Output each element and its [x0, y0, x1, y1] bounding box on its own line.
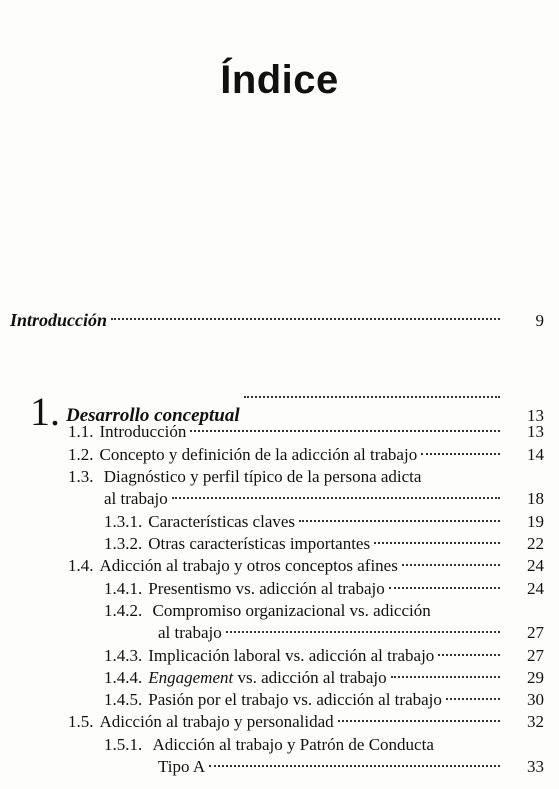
toc-entry-number: 1.4.1. — [104, 579, 143, 598]
dot-leader — [421, 452, 500, 455]
toc-page-number: 18 — [527, 489, 544, 508]
dot-leader — [374, 541, 500, 544]
toc-entry[interactable] — [104, 668, 544, 690]
toc-entry-number: 1.3. — [68, 467, 94, 486]
chapter-number: 1. — [30, 389, 60, 434]
toc-entry-label: Desarrollo conceptual — [66, 405, 240, 426]
dot-leader — [446, 697, 500, 700]
toc-entry-label-continuation: Tipo A — [158, 757, 206, 776]
toc-entry-label: Pasión por el trabajo vs. adicción al trabajo — [148, 690, 442, 709]
toc-page-number: 24 — [527, 579, 544, 598]
toc-entry-label — [142, 668, 386, 688]
toc-entry[interactable] — [104, 690, 544, 712]
toc-entry-label-first-line — [104, 601, 431, 623]
toc-entry-number: 1.4.2. — [104, 601, 143, 620]
toc-entry-label: Otras características importantes — [148, 534, 371, 553]
toc-page-number: 22 — [527, 534, 544, 553]
toc-entry[interactable] — [68, 422, 544, 444]
toc-entry[interactable] — [68, 445, 544, 467]
toc-entry-label: Adicción al trabajo y otros conceptos afines — [99, 556, 398, 575]
toc-entry[interactable] — [158, 623, 544, 645]
toc-entry[interactable] — [158, 757, 544, 779]
toc-page-number: 29 — [527, 668, 544, 687]
dot-leader — [402, 563, 500, 566]
toc-entry-label: Introducción — [99, 422, 187, 441]
toc-entry[interactable] — [104, 512, 544, 534]
dot-leader — [226, 630, 500, 633]
toc-entry-label: Diagnóstico y perfil típico de la persona adicta — [103, 467, 422, 486]
toc-entry[interactable] — [104, 534, 544, 556]
dot-leader — [172, 496, 500, 499]
toc-entry[interactable] — [68, 556, 544, 578]
toc-entry-intro[interactable] — [10, 310, 544, 332]
toc-entry-number: 1.4.5. — [104, 690, 143, 709]
toc-entry-number: 1.4. — [68, 556, 94, 575]
toc-entry-label-italic: Engagement — [148, 668, 234, 687]
toc-entry-number: 1.1. — [68, 422, 94, 441]
toc-page-number: 24 — [527, 556, 544, 575]
toc-entry-number: 1.3.2. — [104, 534, 143, 553]
toc-page-number: 19 — [527, 512, 544, 531]
toc-page-number: 27 — [527, 646, 544, 665]
toc-entry-label: Adicción al trabajo y Patrón de Conducta — [152, 735, 434, 754]
toc-entry-label: Introducción — [10, 310, 108, 330]
toc-page-number: 14 — [527, 445, 544, 464]
toc-entry-label: Compromiso organizacional vs. adicción — [152, 601, 431, 620]
dot-leader — [338, 719, 500, 722]
toc-entry-label-rest: vs. adicción al trabajo — [233, 668, 387, 687]
dot-leader — [299, 519, 500, 522]
toc-entry-label-continuation: al trabajo — [104, 489, 168, 508]
toc-entry-label: Presentismo vs. adicción al trabajo — [148, 579, 385, 598]
dot-leader — [190, 429, 500, 432]
toc-entry[interactable] — [104, 489, 544, 511]
toc-page-number: 27 — [527, 623, 544, 642]
toc-entry-label-first-line — [104, 735, 434, 757]
toc-entry-number: 1.3.1. — [104, 512, 143, 531]
page-title: Índice — [220, 58, 339, 102]
toc-page-number: 13 — [527, 406, 544, 425]
dot-leader — [391, 675, 500, 678]
toc-entry-label: Concepto y definición de la adicción al trabajo — [99, 445, 418, 464]
dot-leader — [111, 317, 500, 320]
toc-entry[interactable] — [104, 646, 544, 668]
toc-entry-number: 1.4.3. — [104, 646, 143, 665]
toc-page-number: 9 — [535, 311, 544, 330]
toc-entry-label-first-line — [68, 467, 421, 489]
toc-page-number: 33 — [527, 757, 544, 776]
toc-entry-number: 1.5. — [68, 712, 94, 731]
toc-entry-label: Adicción al trabajo y personalidad — [99, 712, 334, 731]
dot-leader — [389, 586, 500, 589]
toc-entry-label-continuation: al trabajo — [158, 623, 222, 642]
toc-entry-label: Implicación laboral vs. adicción al trabajo — [148, 646, 435, 665]
toc-page-number: 30 — [527, 690, 544, 709]
dot-leader — [244, 395, 500, 398]
toc-entry-label: Características claves — [148, 512, 296, 531]
toc-page-number: 32 — [527, 712, 544, 731]
dot-leader — [209, 764, 500, 767]
dot-leader — [438, 653, 500, 656]
toc-entry-number: 1.5.1. — [104, 735, 143, 754]
toc-entry[interactable] — [68, 712, 544, 734]
toc-entry-number: 1.4.4. — [104, 668, 143, 687]
toc-page-number: 13 — [527, 422, 544, 441]
toc-entry[interactable] — [104, 579, 544, 601]
toc-entry-number: 1.2. — [68, 445, 94, 464]
